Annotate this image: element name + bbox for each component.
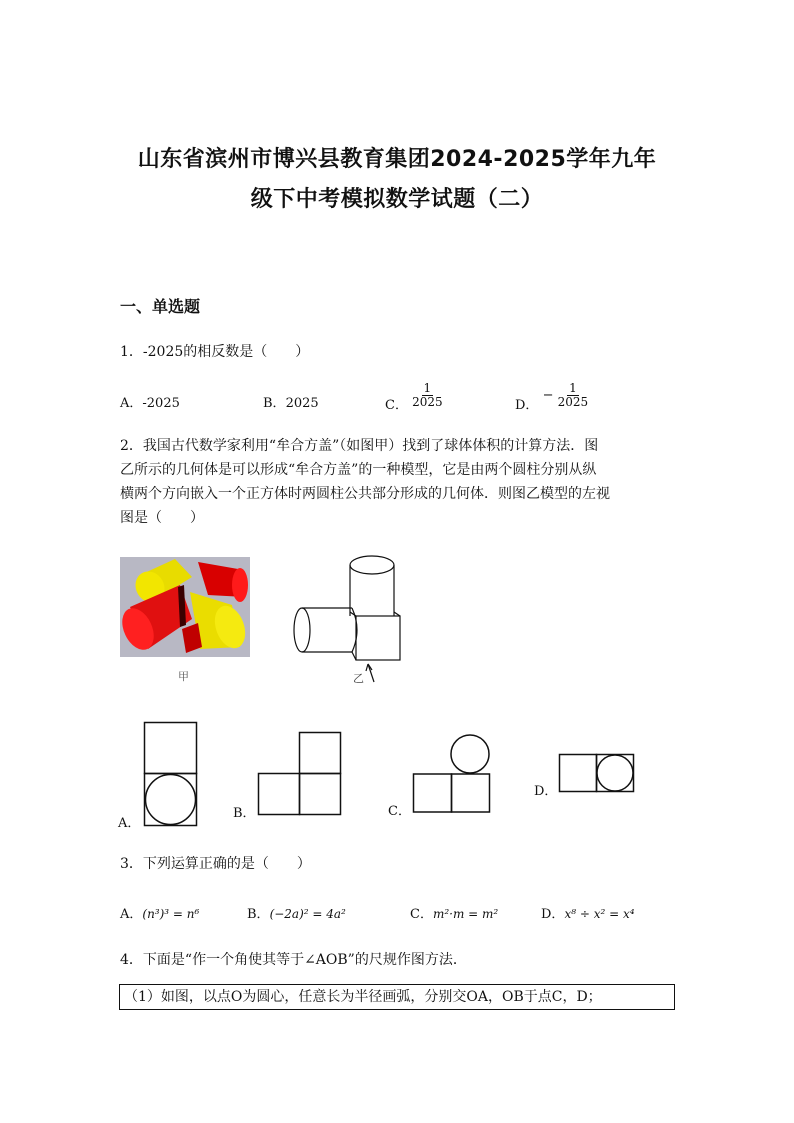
- q1-c-label: C．: [385, 398, 408, 413]
- q2-line2: 乙所示的几何体是可以形成“牟合方盖”的一种模型，它是由两个圆柱分别从纵: [120, 462, 597, 478]
- q1-b-text: 2025: [285, 396, 319, 411]
- q2-line1: 2．我国古代数学家利用“牟合方盖”（如图甲）找到了球体体积的计算方法．图: [120, 438, 599, 454]
- q3-option-b: [247, 903, 346, 922]
- q3-stem: 3．下列运算正确的是（ ）: [120, 856, 311, 872]
- q1-b-label: B．: [263, 396, 286, 411]
- q3-b-label: B．: [247, 907, 270, 922]
- q3-a-label: A．: [120, 907, 143, 922]
- q2-option-b-figure: [257, 731, 343, 816]
- q4-step1-box: [119, 984, 675, 1010]
- q1-d-label: D．: [515, 398, 539, 413]
- q4-step1-text: （1）如图，以点O为圆心，任意长为半径画弧，分别交OA，OB于点C，D；: [124, 989, 602, 1005]
- q4-stem: 4．下面是“作一个角使其等于∠AOB”的尺规作图方法．: [120, 952, 467, 968]
- q1-a-text: -2025: [142, 396, 180, 411]
- q1-stem: 1．-2025的相反数是（ ）: [120, 344, 310, 360]
- q3-c-label: C．: [410, 907, 433, 922]
- q1-option-b: [263, 392, 319, 411]
- doc-title-line2: 级下中考模拟数学试题（二）: [250, 187, 544, 212]
- q1-d-sign: −: [542, 388, 554, 403]
- q2-line3: 横两个方向嵌入一个正方体时两圆柱公共部分形成的几何体．则图乙模型的左视: [120, 486, 610, 502]
- q2-a-label: A．: [118, 816, 141, 831]
- q1-option-c: [385, 382, 443, 413]
- q3-d-expr: x⁸ ÷ x² = x⁴: [564, 907, 635, 921]
- q2-c-label: C．: [388, 804, 411, 819]
- figure-yi-label: 乙: [353, 672, 364, 685]
- q3-a-expr: (n³)³ = n⁶: [142, 907, 200, 921]
- q3-option-c: [410, 903, 498, 922]
- q1-c-den: 2025: [412, 395, 443, 409]
- figure-jia-image: [120, 557, 250, 657]
- q1-d-fraction: [558, 382, 589, 409]
- q1-option-a: [120, 392, 180, 411]
- q3-c-expr: m²·m = m²: [432, 907, 499, 921]
- q1-d-den: 2025: [557, 395, 589, 409]
- q2-option-d-figure: [558, 753, 636, 794]
- q2-d-label: D．: [534, 784, 558, 799]
- q2-option-a-figure: [143, 721, 199, 828]
- q2-option-c-figure: [412, 734, 492, 814]
- q2-line4: 图是（ ）: [120, 510, 204, 526]
- figure-jia-label: 甲: [178, 670, 189, 683]
- q3-d-label: D．: [541, 907, 565, 922]
- section-heading: 一、单选题: [120, 297, 201, 316]
- q1-c-fraction: [412, 382, 443, 409]
- doc-title-line1: 山东省滨州市博兴县教育集团2024-2025学年九年: [137, 147, 657, 172]
- q1-a-label: A．: [120, 396, 143, 411]
- figure-yi-drawing: [290, 550, 410, 690]
- q3-b-expr: (−2a)² = 4a²: [269, 907, 346, 921]
- q3-option-d: [541, 903, 635, 922]
- q3-option-a: [120, 903, 199, 922]
- q2-b-label: B．: [233, 806, 256, 821]
- q1-option-d: [515, 382, 588, 413]
- q1-d-num: 1: [569, 381, 577, 395]
- q1-c-num: 1: [423, 381, 432, 395]
